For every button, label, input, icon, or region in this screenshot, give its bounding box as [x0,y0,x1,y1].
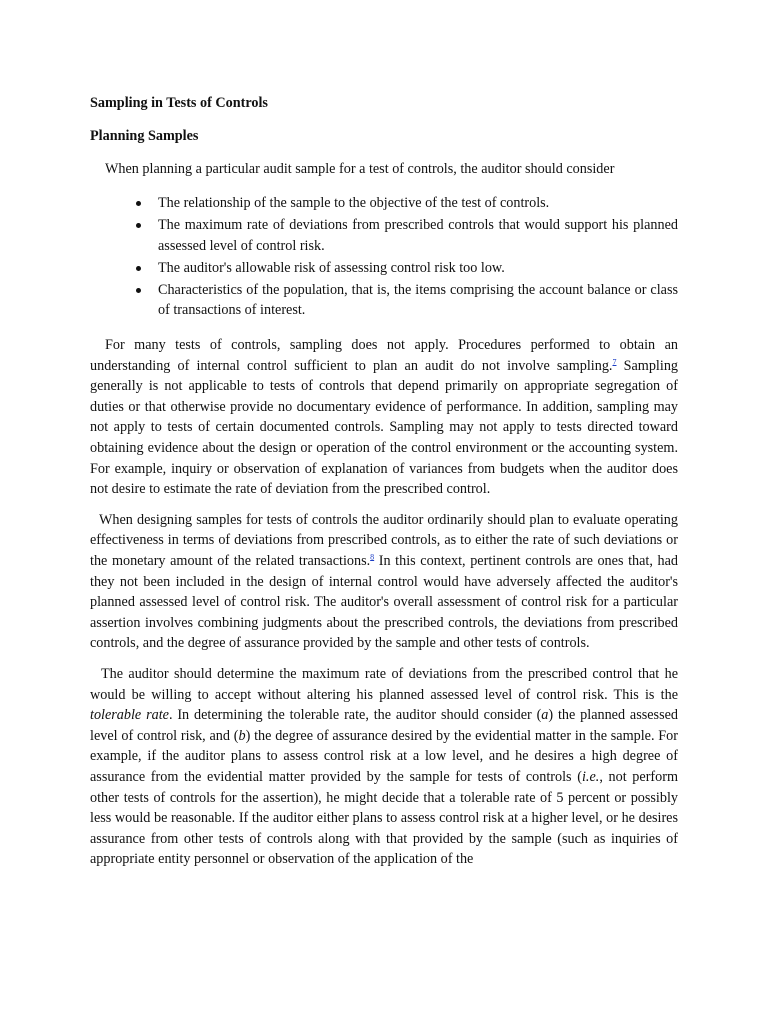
emphasis-term: b [238,727,246,744]
list-item [158,193,678,214]
bullet-icon [136,201,141,206]
document-body [90,93,678,880]
list-item [158,280,678,321]
list-item [158,215,678,256]
paragraph-text: Sampling generally is not applicable to tests of controls that depend primarily on appropriate segregation of duties or that otherwise provide no documentary evidence of performance. In addition, sampling may not apply to tests of certain documented controls. Sampling may not apply to tests directed toward obtaining evidence about the design or operation of the control environment or the accounting system. For example, inquiry or observation of explanation of variances from budgets when the auditor does not desire to estimate the rate of deviation from the prescribed control. [90,357,679,498]
footnote-link-7[interactable]: 7 [612,356,617,366]
considerations-list [90,193,678,321]
paragraph-text: . In determining the tolerable rate, the auditor should consider ( [168,707,542,724]
section-heading: Sampling in Tests of Controls [90,95,268,111]
paragraph-text: , not perform other tests of controls for the assertion), he might decide that a tolerable rate of 5 percent or possibly less would be reasonable. If the auditor either plans to assess control risk at a higher level, or he desires assurance from other tests of controls along with that provided by the sample (such as inquiries of appropriate entity personnel or observation of the application of the [90,768,679,868]
emphasis-term: tolerable rate [90,707,169,724]
list-item-text: The maximum rate of deviations from prescribed controls that would support his planned assessed level of control risk. [158,217,678,254]
bullet-icon [136,288,141,293]
subsection-heading: Planning Samples [90,128,199,144]
list-item-text: The relationship of the sample to the objective of the test of controls. [158,195,550,211]
paragraph-text: ) the degree of assurance desired by the evidential matter in the sample. For example, if the auditor plans to assess control risk at a low level, and he desires a high degree of assurance from the evidential matter provided by the sample for tests of controls ( [90,727,678,785]
footnote-link-8[interactable]: 8 [370,552,375,562]
paragraph-tolerable-rate [90,664,678,870]
paragraph-designing-samples [90,510,678,654]
bullet-icon [136,223,141,228]
list-item-text: The auditor's allowable risk of assessing control risk too low. [158,259,505,276]
list-item-text: Characteristics of the population, that is, the items comprising the account balance or class of transactions of interest. [158,281,678,319]
paragraph-text: In this context, pertinent controls are ones that, had they not been included in the design of internal control would have adversely affected the auditor's planned assessed level of control risk. The auditor's overall assessment of control risk for a particular assertion involves combining judgments about the prescribed controls, the deviations from prescribed controls, and the degree of assurance provided by the sample and other tests of controls. [90,553,678,652]
paragraph-text: For many tests of controls, sampling does not apply. Procedures performed to obtain an understanding of internal control sufficient to plan an audit do not involve sampling. [90,337,678,374]
paragraph-text: ) the planned assessed level of control risk, and ( [90,707,678,744]
emphasis-term: i.e. [581,768,600,785]
bullet-icon [136,266,141,271]
paragraph-text: When designing samples for tests of controls the auditor ordinarily should plan to evaluate operating effectiveness in terms of deviations from prescribed controls, as to either the rate of such deviations or the monetary amount of the related transactions. [90,511,678,569]
list-item [158,258,678,279]
intro-paragraph: When planning a particular audit sample for a test of controls, the auditor should consider [105,161,615,177]
paragraph-text: The auditor should determine the maximum rate of deviations from the prescribed control that he would be willing to accept without altering his planned assessed level of control risk. This is the [90,665,678,703]
paragraph-sampling-applicability [90,335,678,500]
emphasis-term: a [541,707,549,724]
